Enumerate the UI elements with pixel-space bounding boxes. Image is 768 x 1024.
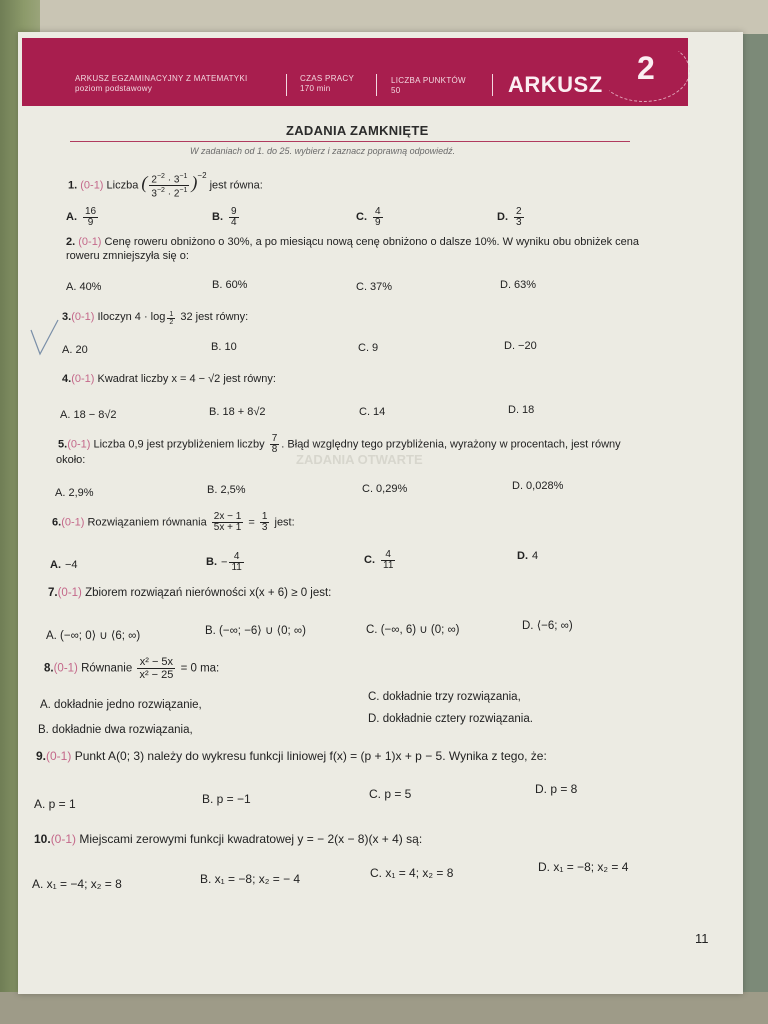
answer-option[interactable]: A. 2,9% [55, 487, 94, 499]
answer-option[interactable]: A. −4 [50, 559, 78, 571]
background-top [0, 0, 768, 34]
section-title: ZADANIA ZAMKNIĘTE [286, 123, 429, 138]
answer-option[interactable]: B. p = −1 [202, 792, 251, 806]
question-text: Kwadrat liczby x = 4 − √2 jest równy: [97, 373, 276, 385]
answer-option[interactable]: D. 18 [508, 404, 535, 416]
answer-option[interactable]: D. 63% [500, 279, 537, 291]
question-points: (0-1) [50, 832, 77, 846]
question-points: (0-1) [78, 236, 102, 248]
exam-title: ARKUSZ EGZAMINACYJNY Z MATEMATYKI [75, 74, 248, 83]
answer-option[interactable]: D. dokładnie cztery rozwiązania. [368, 713, 533, 725]
answer-option[interactable]: A. 18 − 8√2 [60, 409, 117, 421]
answer-option[interactable]: A. 20 [62, 344, 88, 356]
question-points: (0-1) [53, 662, 78, 675]
question-number: 3. [62, 311, 72, 323]
question-number: 7. [48, 587, 58, 599]
answer-option[interactable]: C. p = 5 [369, 787, 412, 801]
question-points: (0-1) [71, 373, 95, 385]
question-8 [44, 656, 219, 681]
answer-option[interactable]: B. − $\frac{4}{11}$ [206, 551, 242, 573]
sheet-label: ARKUSZ [508, 72, 603, 97]
equation-fraction: $\frac{\text{x² − 5x}}{\text{x² − 25}}$ [139, 656, 174, 681]
question-2 [66, 236, 639, 248]
question-7 [48, 587, 331, 599]
bracket-close: ) [191, 172, 198, 193]
time-value: 170 min [300, 84, 331, 93]
question-points: (0-1) [71, 311, 95, 323]
question-points: (0-1) [80, 179, 104, 192]
question-text: Punkt A(0; 3) należy do wykresu funkcji liniowej f(x) = (p + 1)x + p − 5. Wynika z tego, że: [74, 749, 547, 763]
question-3 [62, 311, 248, 326]
answer-option[interactable]: D. $\frac{2}{3}$ [497, 206, 522, 228]
question-text: Liczba 0,9 jest przybliżeniem liczby [93, 438, 265, 451]
question-text-tail: 32 jest równy: [180, 311, 249, 323]
answer-option[interactable]: C. 37% [356, 281, 393, 293]
answer-option[interactable]: A. dokładnie jedno rozwiązanie, [40, 699, 202, 711]
question-number: 9. [36, 749, 47, 763]
question-text-tail: jest równa: [209, 179, 263, 192]
expression-fraction: $\frac{2^{-2} \cdot 3^{-1}}{3^{-2} \cdot 2^{-1}}$ [151, 173, 188, 200]
question-number: 4. [62, 373, 72, 385]
question-text: Liczba [106, 179, 139, 192]
question-points: (0-1) [57, 587, 82, 599]
answer-option[interactable]: B. 18 + 8√2 [209, 406, 266, 418]
exam-level: poziom podstawowy [75, 84, 153, 93]
sheet-number: 2 [637, 50, 655, 86]
question-points: (0-1) [67, 438, 91, 451]
question-number: 1. [68, 179, 78, 192]
equation-fraction-left: $\frac{2x - 1}{5x + 1}$ [213, 511, 242, 533]
title-divider [70, 141, 630, 142]
question-number: 2. [66, 236, 76, 248]
question-number: 6. [52, 516, 62, 529]
answer-option[interactable]: B. (−∞; −6⟩ ∪ ⟨0; ∞) [205, 625, 306, 637]
question-text: Zbiorem rozwiązań nierówności x(x + 6) ≥ 0 jest: [85, 587, 332, 599]
question-text: Rozwiązaniem równania [87, 516, 207, 529]
answer-option[interactable]: B. 2,5% [207, 484, 246, 496]
equation-fraction-right: $\frac{1}{3}$ [261, 511, 268, 533]
show-through-text: ZADANIA OTWARTE [296, 452, 423, 467]
question-points: (0-1) [46, 749, 72, 763]
question-text: Iloczyn 4 · log [97, 311, 166, 323]
handwritten-check-icon [28, 318, 64, 358]
question-text: Cenę roweru obniżono o 30%, a po miesiącu nową cenę obniżono o dalsze 10%. W wyniku obu obniżek cena [104, 236, 639, 248]
question-text: Równanie [81, 662, 133, 675]
question-text-line2: około: [56, 454, 86, 466]
question-text-tail: jest: [274, 516, 295, 529]
question-text: Miejscami zerowymi funkcji kwadratowej y = − 2(x − 8)(x + 4) są: [79, 832, 423, 846]
question-points: (0-1) [61, 516, 85, 529]
page-number: 11 [695, 931, 709, 946]
answer-option[interactable]: C. dokładnie trzy rozwiązania, [368, 691, 521, 703]
answer-option[interactable]: B. $\frac{9}{4}$ [212, 206, 237, 228]
header-separator [492, 74, 493, 96]
answer-option[interactable]: B. 10 [211, 341, 237, 353]
section-instruction: W zadaniach od 1. do 25. wybierz i zaznacz poprawną odpowiedź. [190, 146, 456, 156]
answer-option[interactable]: C. x₁ = 4; x₂ = 8 [370, 866, 454, 880]
log-base-fraction: $\frac{1}{2}$ [169, 311, 174, 326]
background-bottom [0, 992, 768, 1024]
question-text-tail: . Błąd względny tego przybliżenia, wyrażony w procentach, jest równy [281, 438, 621, 451]
answer-option[interactable]: D. ⟨−6; ∞) [522, 620, 573, 632]
answer-option[interactable]: C. 9 [358, 342, 379, 354]
points-label: LICZBA PUNKTÓW [391, 76, 466, 85]
answer-option[interactable]: C. $\frac{4}{11}$ [364, 549, 394, 571]
points-value: 50 [391, 86, 401, 95]
answer-option[interactable]: D. −20 [504, 340, 537, 352]
question-6 [52, 512, 295, 533]
header-separator [376, 74, 377, 96]
answer-option[interactable]: C. 14 [359, 406, 386, 418]
question-4 [62, 373, 276, 385]
answer-option[interactable]: D. p = 8 [535, 782, 578, 796]
question-text-tail: = 0 ma: [180, 662, 220, 675]
answer-option[interactable]: B. x₁ = −8; x₂ = − 4 [200, 872, 301, 886]
answer-option[interactable]: A. p = 1 [34, 797, 76, 811]
question-number: 8. [44, 662, 54, 675]
answer-option[interactable]: A. $\frac{16}{9}$ [66, 206, 97, 228]
answer-option[interactable]: D. x₁ = −8; x₂ = 4 [538, 860, 629, 874]
answer-option[interactable]: B. 60% [212, 279, 248, 291]
bracket-open: ( [141, 172, 148, 193]
answer-option[interactable]: C. $\frac{4}{9}$ [356, 206, 381, 228]
answer-option[interactable]: A. (−∞; 0⟩ ∪ ⟨6; ∞) [46, 630, 141, 642]
question-number: 10. [34, 832, 51, 846]
question-9 [36, 749, 547, 763]
answer-option[interactable]: A. 40% [66, 281, 102, 293]
question-5 [58, 434, 621, 455]
answer-option[interactable]: D. 4 [517, 550, 539, 562]
question-text-line2: roweru zmniejszyła się o: [66, 250, 189, 262]
answer-option[interactable]: D. 0,028% [512, 480, 564, 492]
question-1: 1. (0-1) Liczba ( $\frac{2^{-2} \cdot 3^{-1}}{3^{-2} \cdot 2^{-1}}$ )$^{-2}$ jest równa: [68, 171, 263, 200]
question-fraction: $\frac{7}{8}$ [271, 433, 278, 455]
answer-option[interactable]: C. 0,29% [362, 483, 408, 495]
header-separator [286, 74, 287, 96]
time-label: CZAS PRACY [300, 74, 355, 83]
question-10 [34, 832, 422, 846]
equals-sign: = [248, 516, 255, 529]
question-number: 5. [58, 438, 68, 451]
answer-option[interactable]: C. (−∞, 6) ∪ (0; ∞) [366, 624, 460, 636]
answer-option[interactable]: A. x₁ = −4; x₂ = 8 [32, 877, 122, 891]
answer-option[interactable]: B. dokładnie dwa rozwiązania, [38, 724, 193, 736]
